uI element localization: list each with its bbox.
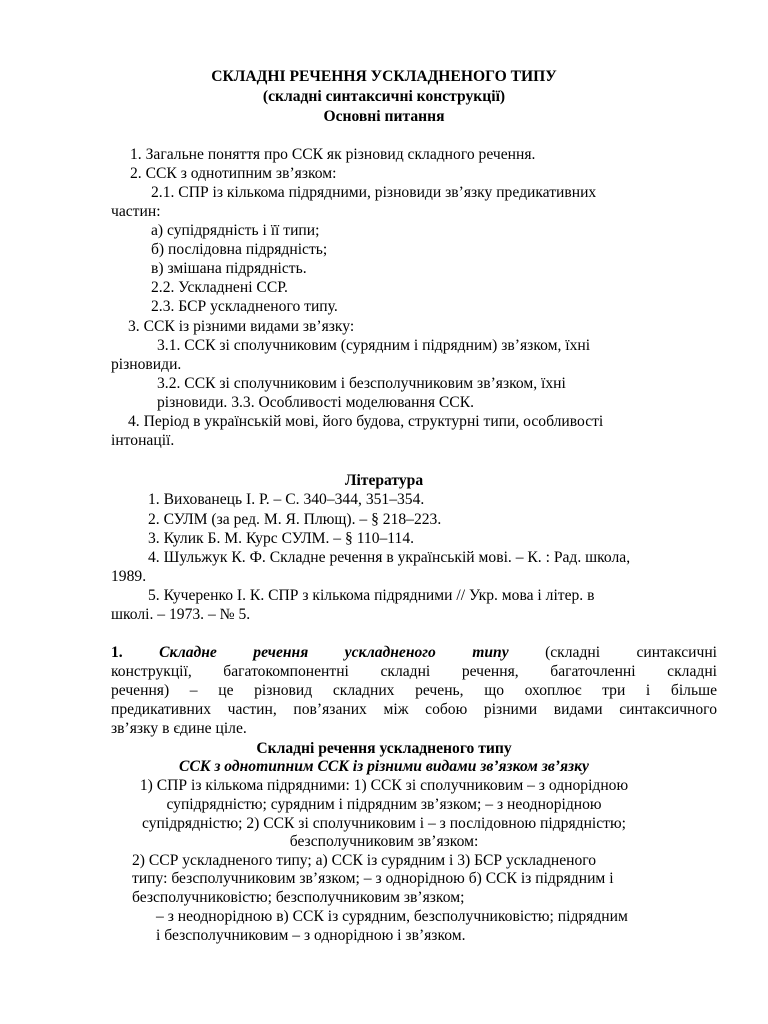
- definition-line: конструкції, багатокомпонентні складні речення, багаточленні складні: [111, 663, 717, 680]
- question-item: частин:: [111, 203, 161, 220]
- question-item: в) змішана підрядність.: [151, 260, 307, 277]
- question-item: 1. Загальне поняття про ССК як різновид складного речення.: [130, 146, 536, 163]
- literature-item: 3. Кулик Б. М. Курс СУЛМ. – § 110–114.: [148, 530, 415, 547]
- question-item: б) послідовна підрядність;: [151, 241, 328, 258]
- scheme-line: – з неоднорідною в) ССК із сурядним, безсполучниковістю; підрядним: [156, 908, 628, 925]
- scheme-line: супідрядністю; сурядним і підрядним зв’язком; – з неоднорідною: [166, 796, 602, 813]
- literature-item: 1989.: [111, 568, 147, 585]
- scheme-line: і безсполучниковим – з однорідною і зв’язком.: [156, 927, 466, 944]
- question-item: різновиди.: [111, 356, 182, 373]
- definition-line: предикативних частин, пов’язаних між собою різними видами синтаксичного: [111, 701, 717, 718]
- definition-line: речення) – це різновид складних речень, що охоплює три і більше: [111, 682, 717, 699]
- scheme-line: 2) ССР ускладненого типу; а) ССК із сурядним і 3) БСР ускладненого: [132, 852, 597, 869]
- question-item: 3.1. ССК зі сполучниковим (сурядним і підрядним) зв’язком, їхні: [157, 337, 591, 354]
- question-item: 4. Період в українській мові, його будова, структурні типи, особливості: [128, 413, 604, 430]
- scheme-heading: Складні речення ускладненого типу: [256, 740, 512, 757]
- scheme-line: безсполучниковим зв’язком:: [289, 833, 479, 850]
- question-item: а) супідрядність і її типи;: [151, 222, 320, 239]
- definition-line: зв’язку в єдине ціле.: [111, 720, 247, 737]
- definition-first-line: [111, 643, 717, 662]
- document-title: СКЛАДНІ РЕЧЕННЯ УСКЛАДНЕНОГО ТИПУ: [211, 68, 557, 85]
- section-heading: Основні питання: [323, 108, 445, 125]
- question-item: інтонації.: [111, 432, 175, 449]
- question-item: 2.1. СПР із кількома підрядними, різновиди зв’язку предикативних: [151, 184, 597, 201]
- question-item: 3.2. ССК зі сполучниковим і безсполучниковим зв’язком, їхні: [157, 375, 566, 392]
- question-item: різновиди. 3.3. Особливості моделювання ССК.: [157, 394, 475, 411]
- definition-number: 1.: [111, 644, 123, 661]
- definition-first-rest: (складні синтаксичні: [545, 644, 717, 661]
- scheme-line: 1) СПР із кількома підрядними: 1) ССК зі сполучниковим – з однорідною: [139, 777, 629, 794]
- literature-item: 4. Шульжук К. Ф. Складне речення в українській мові. – К. : Рад. школа,: [148, 549, 631, 566]
- scheme-line: безсполучниковістю; безсполучниковим зв’язком;: [132, 889, 465, 906]
- literature-heading: Література: [344, 472, 424, 489]
- question-item: 3. ССК із різними видами зв’язку:: [128, 318, 355, 335]
- literature-item: 1. Вихованець І. Р. – С. 340–344, 351–354.: [148, 491, 425, 508]
- literature-item: 5. Кучеренко І. К. СПР з кількома підрядними // Укр. мова і літер. в: [148, 587, 595, 604]
- scheme-line: типу: безсполучниковим зв’язком; – з однорідною б) ССК із підрядним і: [132, 870, 614, 887]
- question-item: 2. ССК з однотипним зв’язком:: [130, 165, 337, 182]
- scheme-subheading: ССК з однотипним ССК із різними видами зв’язком зв’язку: [179, 758, 589, 775]
- question-item: 2.2. Ускладнені ССР.: [151, 279, 288, 296]
- document-subtitle: (складні синтаксичні конструкції): [262, 88, 506, 105]
- literature-item: школі. – 1973. – № 5.: [111, 606, 251, 623]
- literature-item: 2. СУЛМ (за ред. М. Я. Плющ). – § 218–223.: [148, 511, 442, 528]
- definition-term: Складне речення ускладненого типу: [159, 644, 509, 661]
- question-item: 2.3. БСР ускладненого типу.: [151, 298, 338, 315]
- scheme-line: супідрядністю; 2) ССК зі сполучниковим і – з послідовною підрядністю;: [142, 815, 626, 832]
